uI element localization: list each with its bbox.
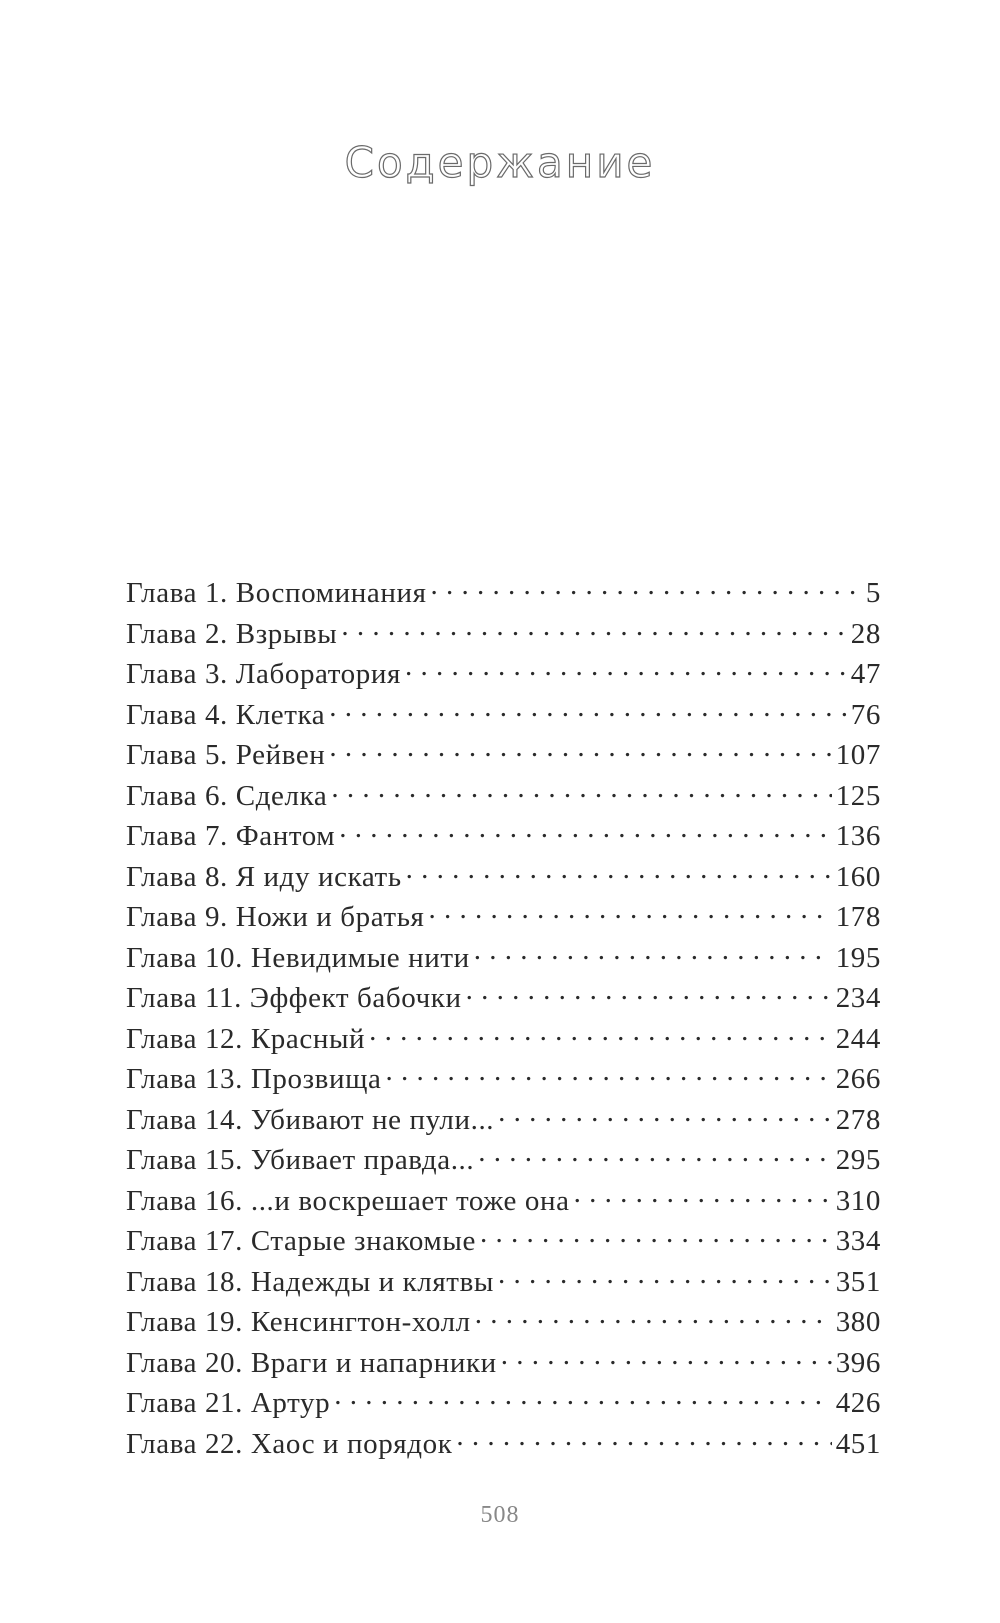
toc-entry-title: Глава 18. Надежды и клятвы [126,1265,494,1298]
toc-entry-page: 5 [865,577,881,609]
dot-leader [475,1302,832,1331]
dot-leader [334,1383,831,1412]
dot-leader [406,857,832,886]
toc-entry-title: Глава 7. Фантом [126,820,336,852]
toc-entry-page: 278 [835,1103,881,1136]
dot-leader [431,573,862,602]
toc-entry-title: Глава 1. Воспоминания [126,577,427,609]
toc-entry [126,735,881,776]
toc-entry-title: Глава 9. Ножи и братья [126,901,425,933]
dot-leader [474,938,832,967]
toc-entry-title: Глава 11. Эффект бабочки [126,982,462,1014]
dot-leader [501,1343,832,1372]
toc-entry-page: 426 [835,1387,881,1419]
toc-entry-title: Глава 12. Красный [126,1022,366,1055]
toc-entry-page: 28 [850,617,881,650]
toc-entry-page: 47 [850,658,881,690]
toc-entry-page: 125 [835,779,881,812]
toc-entry [126,978,881,1019]
toc-entry-page: 107 [835,739,881,771]
toc-entry-page: 334 [835,1225,881,1257]
toc-entry-page: 234 [835,982,881,1014]
toc-entry-page: 295 [835,1144,881,1176]
toc-entry [126,816,881,857]
toc-entry [126,1424,881,1465]
toc-entry-title: Глава 10. Невидимые нити [126,941,470,974]
dot-leader [428,897,831,926]
toc-entry-page: 76 [850,698,881,731]
toc-entry [126,1100,881,1141]
dot-leader [339,816,831,845]
toc-entry-page: 195 [835,941,881,974]
page-number: 508 [480,1502,520,1528]
toc-entry-page: 244 [835,1022,881,1055]
toc-entry-page: 451 [835,1427,881,1460]
dot-leader [341,614,846,643]
dot-leader [574,1181,832,1210]
toc-entry-title: Глава 14. Убивают не пули... [126,1103,495,1136]
toc-entry-title: Глава 4. Клетка [126,698,326,731]
toc-entry [126,614,881,655]
toc-entry [126,1262,881,1303]
toc-entry [126,1059,881,1100]
toc-entry-page: 266 [835,1063,881,1095]
dot-leader [405,654,847,683]
dot-leader [498,1262,832,1291]
toc-entry-title: Глава 21. Артур [126,1387,331,1419]
dot-leader [498,1100,832,1129]
toc-entry-page: 396 [835,1346,881,1379]
dot-leader [466,978,832,1007]
toc-entry-title: Глава 20. Враги и напарники [126,1346,497,1379]
toc-entry-title: Глава 3. Лаборатория [126,658,401,690]
toc-entry [126,1383,881,1424]
toc-entry [126,776,881,817]
toc-entry-page: 310 [835,1184,881,1217]
toc-entry-page: 178 [835,901,881,933]
toc-entry [126,857,881,898]
toc-entry-page: 160 [835,860,881,893]
toc-entry-title: Глава 19. Кенсингтон-холл [126,1306,471,1338]
toc-entry [126,1343,881,1384]
dot-leader [369,1019,832,1048]
table-of-contents [126,573,881,1464]
dot-leader [385,1059,831,1088]
toc-entry [126,1302,881,1343]
toc-entry-title: Глава 16. ...и воскрешает тоже она [126,1184,570,1217]
toc-entry [126,1181,881,1222]
toc-entry [126,573,881,614]
toc-entry [126,1221,881,1262]
toc-entry-title: Глава 5. Рейвен [126,739,326,771]
dot-leader [456,1424,831,1453]
toc-entry-title: Глава 6. Сделка [126,779,328,812]
toc-entry-title: Глава 8. Я иду искать [126,860,402,893]
dot-leader [329,695,847,724]
dot-leader [331,776,831,805]
toc-entry [126,1140,881,1181]
page-title: Содержание [344,138,656,187]
toc-entry-title: Глава 13. Прозвища [126,1063,382,1095]
toc-entry [126,695,881,736]
dot-leader [329,735,831,764]
toc-entry-title: Глава 15. Убивает правда... [126,1144,475,1176]
toc-entry-title: Глава 17. Старые знакомые [126,1225,476,1257]
toc-entry-page: 136 [835,820,881,852]
toc-entry-page: 380 [835,1306,881,1338]
toc-entry [126,1019,881,1060]
toc-entry-page: 351 [835,1265,881,1298]
toc-entry-title: Глава 22. Хаос и порядок [126,1427,453,1460]
toc-entry-title: Глава 2. Взрывы [126,617,338,650]
toc-entry [126,897,881,938]
dot-leader [480,1221,832,1250]
toc-entry [126,654,881,695]
dot-leader [478,1140,831,1169]
toc-entry [126,938,881,979]
